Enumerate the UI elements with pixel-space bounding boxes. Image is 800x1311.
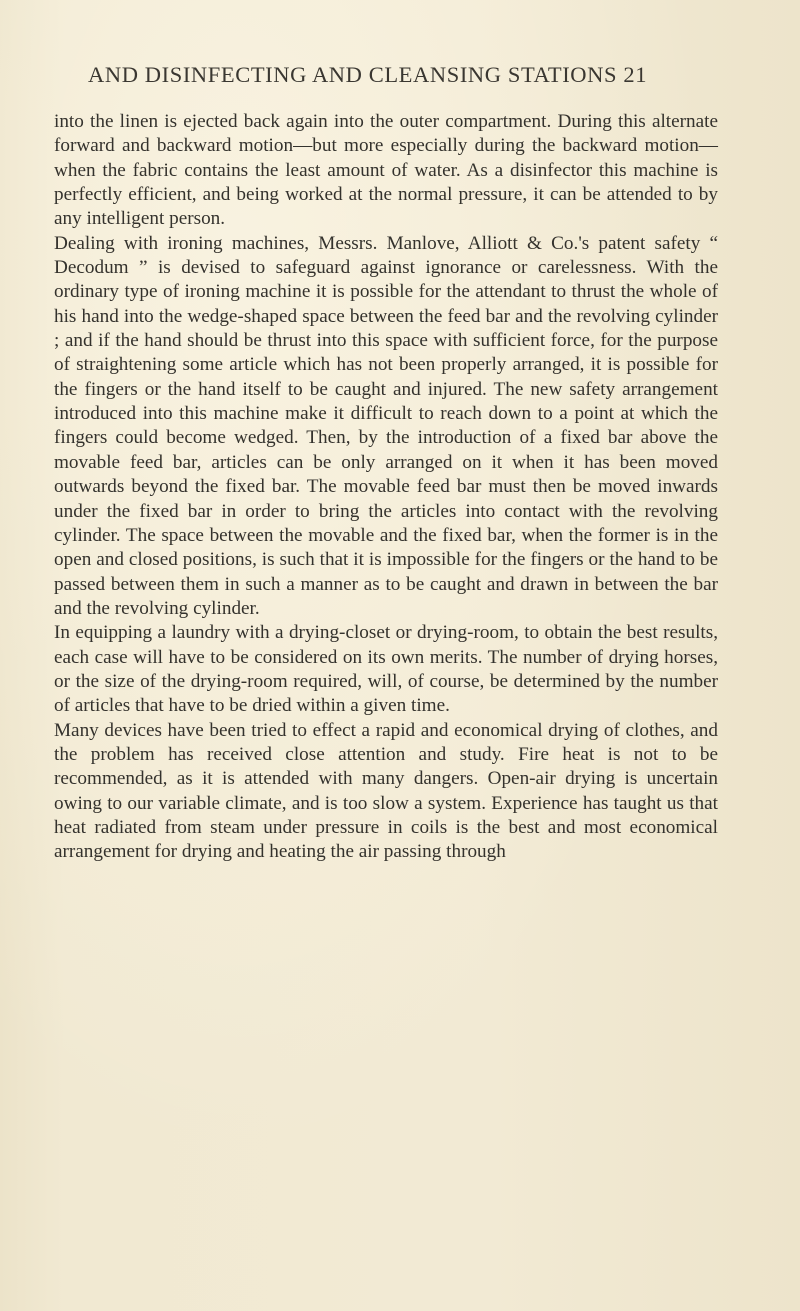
paragraph-continuation: into the linen is ejected back again into the outer compartment. During this alternate forward and backward motion—but more especially during the backward motion—when the fabric contains the least amount of water. As a disinfector this machine is perfectly efficient, and being worked at the normal pressure, it can be attended to by any intelligent person. — [54, 111, 718, 230]
running-title: AND DISINFECTING AND CLEANSING STATIONS — [88, 62, 618, 87]
paragraph-ironing-machines: Dealing with ironing machines, Messrs. Manlove, Alliott & Co.'s patent safety “ Decodum ” is devised to safeguard against ignorance or carelessness. With the ordinary type of ironing machine it is possible for the attendant to thrust the whole of his hand into the wedge-shaped space between the feed bar and the revolving cylinder ; and if the hand should be thrust into this space with sufficient force, for the purpose of straightening some article which has not been properly arranged, it is possible for the fingers or the hand itself to be caught and injured. The new safety arrangement introduced into this machine make it difficult to reach down to a point at which the fingers could become wedged. Then, by the introduction of a fixed bar above the movable feed bar, articles can be only arranged on it when it has been moved outwards beyond the fixed bar. The movable feed bar must then be moved inwards under the fixed bar in order to bring the articles into contact with the revolving cylinder. The space between the movable and the fixed bar, when the former is in the open and closed positions, is such that it is impossible for the fingers or the hand to be passed between them in such a manner as to be caught and drawn in between the bar and the revolving cylinder. — [54, 232, 718, 619]
page-number: 21 — [623, 62, 648, 87]
paragraph-drying-methods: Many devices have been tried to effect a rapid and economical drying of clothes, and the problem has received close attention and study. Fire heat is not to be recommended, as it is attended with many dangers. Open-air drying is uncertain owing to our variable climate, and is too slow a system. Experience has taught us that heat radiated from steam under pressure in coils is the best and most economical arrangement for drying and heating the air passing through — [54, 719, 718, 863]
running-header — [88, 62, 768, 88]
body-text — [54, 110, 718, 865]
paragraph-drying-room: In equipping a laundry with a drying-closet or drying-room, to obtain the best results, each case will have to be considered on its own merits. The number of drying horses, or the size of the drying-room required, will, of course, be determined by the number of articles that have to be dried within a given time. — [54, 622, 718, 717]
